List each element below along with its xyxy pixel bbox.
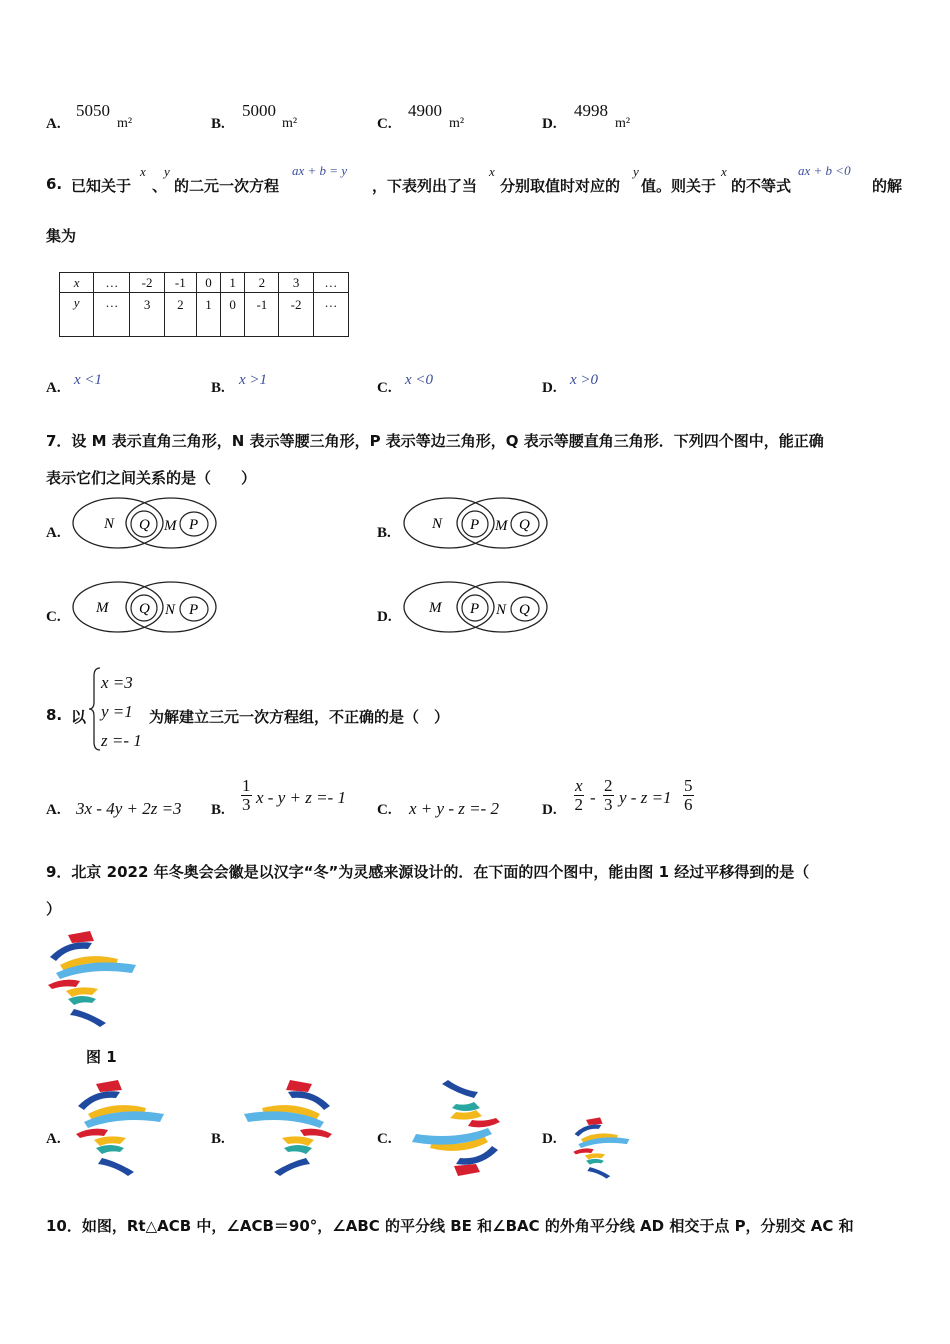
table-cell: -2: [130, 273, 164, 293]
table-cell: -1: [164, 273, 196, 293]
q6-var-x3: x: [721, 164, 727, 179]
venn-label-right: N: [165, 602, 176, 618]
q8-option-d-fraction-2: [603, 777, 614, 814]
q6-text-5: 值。则关于: [641, 177, 717, 195]
q8-option-c-expr: x + y - z =- 2: [409, 799, 499, 818]
fraction-denominator: 3: [242, 794, 251, 814]
q5-option-a-label: A.: [46, 116, 61, 132]
q7-stem-line2: 表示它们之间关系的是（ ）: [46, 469, 257, 487]
table-cell: 3: [279, 273, 313, 293]
q5-option-b-value: 5000: [242, 101, 276, 120]
q8-number: 8.: [46, 706, 63, 724]
table-cell: 2: [164, 293, 196, 337]
venn-label-inner: P: [189, 602, 199, 618]
fraction-numerator: 5: [684, 776, 693, 795]
q7-option-a-venn: [70, 494, 220, 554]
fraction-denominator: 2: [574, 794, 584, 814]
venn-label-left: M: [429, 600, 442, 616]
q6-inequality: ax + b <0: [798, 163, 851, 178]
q9-figure-1-label: 图 1: [86, 1048, 117, 1066]
q7-option-a-label: A.: [46, 525, 61, 541]
table-cell: -1: [245, 293, 279, 337]
q5-option-b-label: B.: [211, 116, 225, 132]
q5-option-d-label: D.: [542, 116, 557, 132]
q6-var-x: x: [140, 164, 146, 179]
q9-option-b-logo: [240, 1078, 334, 1178]
q5-option-b-unit: m²: [282, 116, 298, 131]
q6-text-1: 已知关于: [71, 177, 132, 195]
q8-system: [101, 668, 142, 755]
venn-label-mid: Q: [139, 601, 150, 617]
q8-option-d-fraction-1: [574, 777, 584, 814]
q10-stem-line1: 10．如图，Rt△ACB 中，∠ACB＝90°，∠ABC 的平分线 BE 和∠BAC 的外角平分线 AD 相交于点 P，分别交 AC 和: [46, 1217, 854, 1235]
q6-var-y: y: [164, 164, 170, 179]
venn-label-inner: Q: [519, 517, 530, 533]
q7-option-b-label: B.: [377, 525, 391, 541]
q6-table-row-x: [60, 273, 349, 293]
q8-option-b-expr: x - y + z =- 1: [256, 788, 346, 807]
venn-label-mid: Q: [139, 517, 150, 533]
table-cell: …: [313, 293, 348, 337]
venn-label-right: N: [496, 602, 507, 618]
fraction-denominator: 3: [604, 794, 613, 814]
q8-option-d-expr: y - z =1: [619, 788, 672, 807]
q5-option-c-value: 4900: [408, 101, 442, 120]
q9-option-d-logo: [572, 1116, 632, 1180]
q6-text-7: 的解: [872, 177, 903, 195]
q7-option-d-venn: [401, 578, 551, 638]
q6-equation: ax + b = y: [292, 163, 348, 178]
q6-option-a-expr: x <1: [74, 372, 103, 388]
q6-table-row-y: [60, 293, 349, 337]
q9-option-b-label: B.: [211, 1131, 225, 1147]
fraction-numerator: x: [575, 776, 583, 795]
q9-option-a-logo: [74, 1078, 168, 1178]
q8-option-a-label: A.: [46, 802, 61, 818]
q6-value-table: [59, 272, 349, 337]
q8-system-eq-3: z =- 1: [101, 731, 142, 750]
q8-system-eq-2: y =1: [101, 702, 133, 721]
venn-label-mid: P: [470, 517, 480, 533]
table-cell: 2: [245, 273, 279, 293]
table-cell: 3: [130, 293, 164, 337]
q6-number: 6.: [46, 175, 63, 193]
q7-stem-line1: 7．设 M 表示直角三角形，N 表示等腰三角形，P 表示等边三角形，Q 表示等腰直角三角形．下列四个图中，能正确: [46, 432, 824, 450]
q8-option-d-minus: -: [590, 788, 596, 807]
q8-option-b-label: B.: [211, 802, 225, 818]
q9-stem-line1: 9．北京 2022 年冬奥会会徽是以汉字“冬”为灵感来源设计的．在下面的四个图中，能由图 1 经过平移得到的是（: [46, 863, 810, 881]
q8-option-b-fraction: [241, 777, 252, 814]
table-cell: …: [313, 273, 348, 293]
q8-option-d-label: D.: [542, 802, 557, 818]
q6-option-a-label: A.: [46, 380, 61, 396]
q6-option-c-expr: x <0: [405, 372, 434, 388]
table-cell: 0: [221, 293, 245, 337]
q6-sep: 、: [152, 177, 168, 195]
q5-option-d-value: 4998: [574, 101, 608, 120]
table-cell: 1: [221, 273, 245, 293]
table-cell: y: [60, 293, 94, 337]
q5-option-d-unit: m²: [615, 116, 631, 131]
q9-option-d-label: D.: [542, 1131, 557, 1147]
table-cell: 1: [196, 293, 220, 337]
q6-text-6: 的不等式: [731, 177, 792, 195]
table-cell: …: [94, 273, 130, 293]
venn-label-right: M: [164, 518, 177, 534]
q6-option-d-label: D.: [542, 380, 557, 396]
q9-option-c-logo: [406, 1078, 502, 1178]
q7-option-d-label: D.: [377, 609, 392, 625]
q6-var-x2: x: [489, 164, 495, 179]
q8-option-c-label: C.: [377, 802, 392, 818]
q5-option-c-label: C.: [377, 116, 392, 132]
table-cell: -2: [279, 293, 313, 337]
q6-option-d-expr: x >0: [570, 372, 599, 388]
venn-label-inner: P: [189, 517, 199, 533]
fraction-denominator: 6: [684, 794, 693, 814]
q6-var-y2: y: [633, 164, 639, 179]
table-cell: …: [94, 293, 130, 337]
venn-label-left: N: [104, 516, 115, 532]
q5-option-a-value: 5050: [76, 101, 110, 120]
table-cell: x: [60, 273, 94, 293]
q6-text-3: ，下表列出了当: [372, 177, 478, 195]
q8-text: 为解建立三元一次方程组，不正确的是（ ）: [149, 708, 450, 726]
q7-option-c-venn: [70, 578, 220, 638]
q7-option-c-label: C.: [46, 609, 61, 625]
q8-brace: [88, 666, 102, 752]
q8-system-eq-1: x =3: [101, 673, 133, 692]
q6-text-2: 的二元一次方程: [174, 177, 280, 195]
q7-option-b-venn: [401, 494, 551, 554]
q6-option-b-label: B.: [211, 380, 225, 396]
q6-option-b-expr: x >1: [239, 372, 268, 388]
venn-label-right: M: [495, 518, 508, 534]
q8-option-a-expr: 3x - 4y + 2z =3: [76, 799, 182, 818]
venn-label-left: N: [432, 516, 443, 532]
venn-label-inner: Q: [519, 602, 530, 618]
q6-text-4: 分别取值时对应的: [500, 177, 621, 195]
q8-option-d-fraction-3: [683, 777, 694, 814]
venn-label-mid: P: [470, 601, 480, 617]
q6-option-c-label: C.: [377, 380, 392, 396]
q6-text-8: 集为: [46, 227, 77, 245]
table-cell: 0: [196, 273, 220, 293]
fraction-numerator: 2: [604, 776, 613, 795]
venn-label-left: M: [96, 600, 109, 616]
q8-yi: 以: [71, 708, 87, 726]
q9-figure-1-logo: [46, 929, 140, 1029]
q9-option-c-label: C.: [377, 1131, 392, 1147]
q9-stem-line2: ）: [46, 900, 62, 918]
q9-option-a-label: A.: [46, 1131, 61, 1147]
q5-option-c-unit: m²: [449, 116, 465, 131]
fraction-numerator: 1: [242, 776, 251, 795]
q5-option-a-unit: m²: [117, 116, 133, 131]
